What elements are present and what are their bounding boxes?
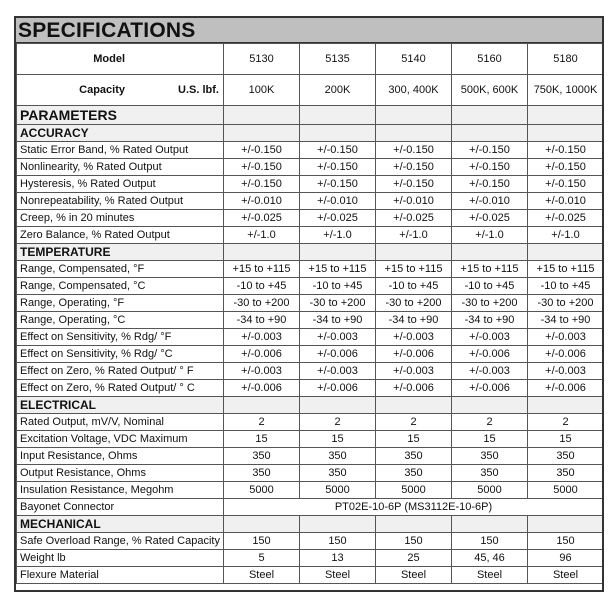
value-cell: 350 (528, 465, 604, 482)
value-cell: +15 to +115 (452, 261, 528, 278)
value-cell: +/-1.0 (452, 227, 528, 244)
value-cell: 45, 46 (452, 550, 528, 567)
value-cell: +/-0.003 (376, 363, 452, 380)
value-cell: +/-0.010 (528, 193, 604, 210)
value-cell: +/-0.150 (452, 142, 528, 159)
value-cell: +/-0.150 (452, 159, 528, 176)
value-cell: +/-0.010 (376, 193, 452, 210)
value-cell: -30 to +200 (452, 295, 528, 312)
parameter-label: Effect on Zero, % Rated Output/ ° F (17, 363, 224, 380)
parameter-label: Nonlinearity, % Rated Output (17, 159, 224, 176)
value-cell: +/-0.150 (300, 142, 376, 159)
value-cell: +/-1.0 (376, 227, 452, 244)
table-row (17, 142, 604, 159)
value-cell: +/-0.006 (300, 380, 376, 397)
value-cell: +/-0.006 (224, 346, 300, 363)
value-cell: +/-0.010 (452, 193, 528, 210)
value-cell: 350 (452, 465, 528, 482)
value-cell: 150 (452, 533, 528, 550)
table-row (17, 448, 604, 465)
capacity-header-row (17, 75, 604, 106)
parameter-label: Output Resistance, Ohms (17, 465, 224, 482)
value-cell: 350 (224, 448, 300, 465)
specifications-table (16, 43, 604, 584)
parameter-label: Nonrepeatability, % Rated Output (17, 193, 224, 210)
parameter-label: Range, Operating, °C (17, 312, 224, 329)
value-cell: +15 to +115 (300, 261, 376, 278)
specifications-title: SPECIFICATIONS (16, 18, 602, 43)
parameter-label: Effect on Sensitivity, % Rdg/ °F (17, 329, 224, 346)
value-cell: +/-0.006 (528, 346, 604, 363)
value-cell: 2 (300, 414, 376, 431)
value-cell: +/-0.003 (376, 329, 452, 346)
table-row (17, 227, 604, 244)
value-cell: 2 (224, 414, 300, 431)
value-cell: +/-0.006 (376, 380, 452, 397)
value-cell: +/-0.150 (224, 176, 300, 193)
value-cell: 15 (224, 431, 300, 448)
value-cell: +/-0.150 (376, 159, 452, 176)
value-cell: 2 (376, 414, 452, 431)
section-heading: MECHANICAL (17, 516, 224, 533)
table-row (17, 465, 604, 482)
parameter-label: Effect on Sensitivity, % Rdg/ °C (17, 346, 224, 363)
value-cell: 5000 (300, 482, 376, 499)
section-heading-row (17, 125, 604, 142)
model-header-label-cell (17, 44, 224, 75)
value-cell: +/-0.006 (528, 380, 604, 397)
section-heading: TEMPERATURE (17, 244, 224, 261)
value-cell: 150 (300, 533, 376, 550)
value-cell: Steel (224, 567, 300, 584)
value-cell: 5000 (452, 482, 528, 499)
value-cell: +15 to +115 (528, 261, 604, 278)
section-heading: ACCURACY (17, 125, 224, 142)
value-cell: +/-0.010 (224, 193, 300, 210)
value-cell: 350 (376, 465, 452, 482)
value-cell: +/-0.006 (300, 346, 376, 363)
value-cell: +/-0.003 (300, 329, 376, 346)
value-cell: +/-0.150 (224, 142, 300, 159)
value-cell: 5 (224, 550, 300, 567)
table-row (17, 499, 604, 516)
model-header-row (17, 44, 604, 75)
value-cell: +/-0.150 (376, 142, 452, 159)
capacity-cell: 100K (224, 75, 300, 106)
parameter-label: Safe Overload Range, % Rated Capacity (17, 533, 224, 550)
table-row (17, 261, 604, 278)
value-cell: 25 (376, 550, 452, 567)
model-label: Model (93, 53, 125, 65)
value-cell: +/-0.025 (528, 210, 604, 227)
parameter-label: Flexure Material (17, 567, 224, 584)
value-cell: +/-0.150 (528, 176, 604, 193)
value-cell: 15 (300, 431, 376, 448)
value-cell: 350 (376, 448, 452, 465)
value-cell: +15 to +115 (376, 261, 452, 278)
parameter-label: Weight lb (17, 550, 224, 567)
table-row (17, 210, 604, 227)
value-cell: 150 (528, 533, 604, 550)
table-row (17, 312, 604, 329)
value-cell: +/-0.150 (300, 159, 376, 176)
parameter-label: Creep, % in 20 minutes (17, 210, 224, 227)
section-heading-row (17, 397, 604, 414)
table-row (17, 278, 604, 295)
value-cell: 2 (452, 414, 528, 431)
spanning-value-cell: PT02E-10-6P (MS3112E-10-6P) (224, 499, 604, 516)
value-cell: 2 (528, 414, 604, 431)
value-cell: 350 (224, 465, 300, 482)
value-cell: 350 (300, 448, 376, 465)
value-cell: 15 (452, 431, 528, 448)
value-cell: +/-0.003 (528, 329, 604, 346)
parameter-label: Bayonet Connector (17, 499, 224, 516)
parameters-heading-row (17, 106, 604, 125)
parameter-label: Static Error Band, % Rated Output (17, 142, 224, 159)
table-row (17, 380, 604, 397)
value-cell: +/-0.003 (224, 363, 300, 380)
specifications-panel (14, 16, 604, 592)
value-cell: 5000 (528, 482, 604, 499)
value-cell: 96 (528, 550, 604, 567)
capacity-cell: 750K, 1000K (528, 75, 604, 106)
section-heading-row (17, 516, 604, 533)
table-row (17, 431, 604, 448)
value-cell: -10 to +45 (224, 278, 300, 295)
value-cell: -34 to +90 (528, 312, 604, 329)
capacity-cell: 300, 400K (376, 75, 452, 106)
capacity-label: Capacity (79, 84, 125, 96)
value-cell: +15 to +115 (224, 261, 300, 278)
table-row (17, 295, 604, 312)
value-cell: Steel (452, 567, 528, 584)
value-cell: -30 to +200 (376, 295, 452, 312)
value-cell: +/-0.010 (300, 193, 376, 210)
parameter-label: Excitation Voltage, VDC Maximum (17, 431, 224, 448)
value-cell: 350 (300, 465, 376, 482)
table-row (17, 533, 604, 550)
value-cell: +/-1.0 (300, 227, 376, 244)
parameters-heading: PARAMETERS (17, 106, 224, 125)
value-cell: -34 to +90 (224, 312, 300, 329)
value-cell: +/-0.150 (300, 176, 376, 193)
value-cell: +/-0.025 (376, 210, 452, 227)
value-cell: -10 to +45 (300, 278, 376, 295)
value-cell: +/-0.006 (376, 346, 452, 363)
table-row (17, 550, 604, 567)
parameter-label: Zero Balance, % Rated Output (17, 227, 224, 244)
value-cell: 5000 (376, 482, 452, 499)
value-cell: 150 (224, 533, 300, 550)
value-cell: +/-0.150 (528, 142, 604, 159)
table-row (17, 482, 604, 499)
table-row (17, 329, 604, 346)
value-cell: 350 (452, 448, 528, 465)
value-cell: +/-1.0 (528, 227, 604, 244)
table-row (17, 567, 604, 584)
table-row (17, 414, 604, 431)
table-row (17, 346, 604, 363)
parameter-label: Rated Output, mV/V, Nominal (17, 414, 224, 431)
value-cell: +/-0.025 (300, 210, 376, 227)
value-cell: +/-0.003 (528, 363, 604, 380)
model-cell: 5140 (376, 44, 452, 75)
value-cell: +/-0.150 (528, 159, 604, 176)
parameter-label: Hysteresis, % Rated Output (17, 176, 224, 193)
value-cell: -10 to +45 (376, 278, 452, 295)
parameter-label: Range, Compensated, °F (17, 261, 224, 278)
value-cell: 150 (376, 533, 452, 550)
table-row (17, 193, 604, 210)
value-cell: +/-0.150 (376, 176, 452, 193)
specifications-table-body (17, 44, 604, 584)
value-cell: +/-0.025 (452, 210, 528, 227)
value-cell: +/-1.0 (224, 227, 300, 244)
value-cell: Steel (300, 567, 376, 584)
value-cell: 5000 (224, 482, 300, 499)
model-cell: 5160 (452, 44, 528, 75)
capacity-cell: 200K (300, 75, 376, 106)
model-cell: 5135 (300, 44, 376, 75)
value-cell: +/-0.006 (452, 380, 528, 397)
parameter-label: Insulation Resistance, Megohm (17, 482, 224, 499)
value-cell: 15 (376, 431, 452, 448)
value-cell: -30 to +200 (224, 295, 300, 312)
value-cell: -10 to +45 (528, 278, 604, 295)
parameter-label: Input Resistance, Ohms (17, 448, 224, 465)
parameter-label: Effect on Zero, % Rated Output/ ° C (17, 380, 224, 397)
value-cell: -30 to +200 (528, 295, 604, 312)
value-cell: -10 to +45 (452, 278, 528, 295)
value-cell: +/-0.006 (452, 346, 528, 363)
capacity-cell: 500K, 600K (452, 75, 528, 106)
unit-label: U.S. lbf. (178, 84, 219, 96)
value-cell: 15 (528, 431, 604, 448)
value-cell: +/-0.025 (224, 210, 300, 227)
value-cell: +/-0.150 (452, 176, 528, 193)
model-cell: 5180 (528, 44, 604, 75)
value-cell: +/-0.003 (224, 329, 300, 346)
table-row (17, 363, 604, 380)
value-cell: -34 to +90 (300, 312, 376, 329)
value-cell: +/-0.003 (452, 363, 528, 380)
value-cell: 350 (528, 448, 604, 465)
table-row (17, 159, 604, 176)
value-cell: Steel (528, 567, 604, 584)
table-row (17, 176, 604, 193)
parameter-label: Range, Operating, °F (17, 295, 224, 312)
value-cell: -34 to +90 (452, 312, 528, 329)
parameter-label: Range, Compensated, °C (17, 278, 224, 295)
value-cell: Steel (376, 567, 452, 584)
value-cell: +/-0.003 (300, 363, 376, 380)
capacity-header-label-cell (17, 75, 224, 106)
value-cell: -34 to +90 (376, 312, 452, 329)
section-heading: ELECTRICAL (17, 397, 224, 414)
value-cell: +/-0.006 (224, 380, 300, 397)
value-cell: +/-0.150 (224, 159, 300, 176)
model-cell: 5130 (224, 44, 300, 75)
value-cell: -30 to +200 (300, 295, 376, 312)
value-cell: 13 (300, 550, 376, 567)
value-cell: +/-0.003 (452, 329, 528, 346)
section-heading-row (17, 244, 604, 261)
